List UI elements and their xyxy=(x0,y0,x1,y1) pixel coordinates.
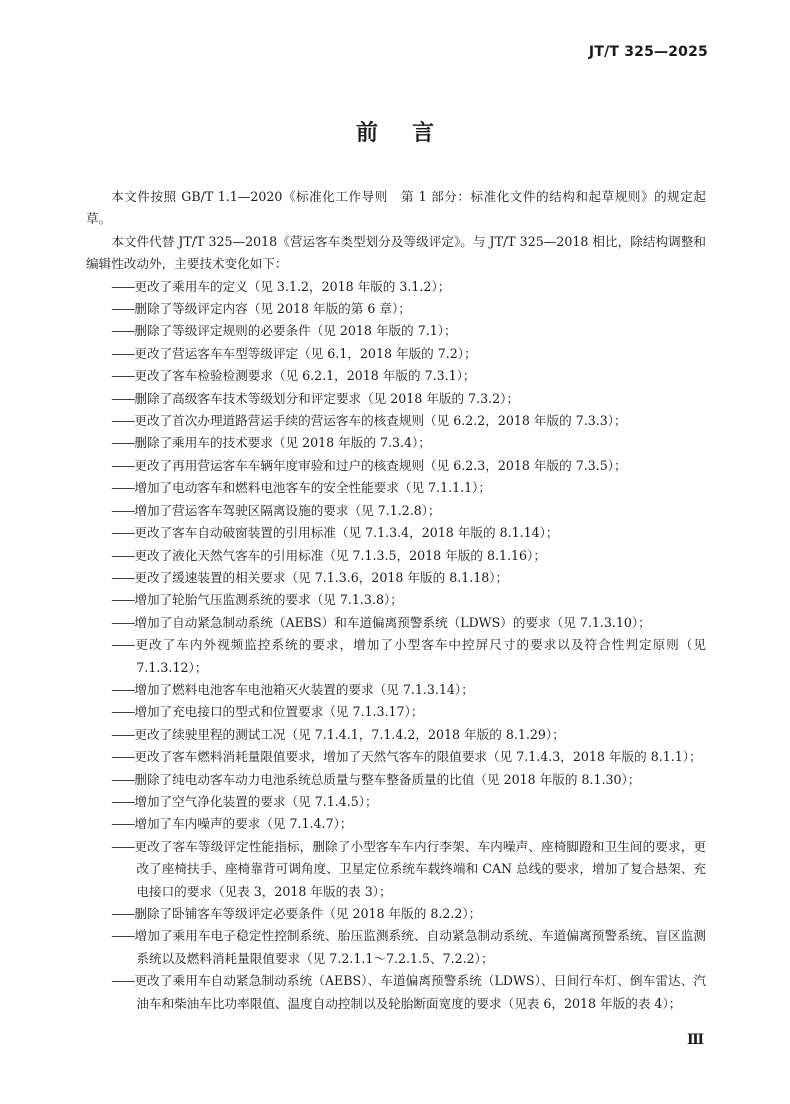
list-dash: —— xyxy=(111,502,135,518)
change-item xyxy=(86,522,706,544)
change-item xyxy=(86,365,706,387)
change-item-text: 更改了缓速装置的相关要求（见 7.1.3.6，2018 年版的 8.1.18）； xyxy=(134,569,509,585)
list-dash: —— xyxy=(111,614,135,630)
change-item xyxy=(86,746,706,768)
list-dash: —— xyxy=(111,368,135,384)
change-item-text: 更改了车内外视频监控系统的要求，增加了小型客车中控屏尺寸的要求以及符合性判定原则（见 7.1.3.12）； xyxy=(134,637,706,675)
change-item-text: 增加了充电接口的型式和位置要求（见 7.1.3.17）； xyxy=(134,704,424,720)
change-item-text: 更改了液化天然气客车的引用标准（见 7.1.3.5，2018 年版的 8.1.16）； xyxy=(134,547,546,563)
list-dash: —— xyxy=(111,637,135,653)
change-item-text: 增加了乘用车电子稳定性控制系统、胎压监测系统、自动紧急制动系统、车道偏离预警系统、盲区监测系统以及燃料消耗量限值要求（见 7.2.1.1～7.2.1.5、7.2.2）； xyxy=(134,928,706,966)
change-item xyxy=(86,903,706,925)
change-item-text: 增加了营运客车驾驶区隔离设施的要求（见 7.1.2.8）； xyxy=(134,502,441,518)
change-item xyxy=(86,477,706,499)
list-dash: —— xyxy=(111,793,135,809)
change-item xyxy=(86,701,706,723)
change-item xyxy=(86,500,706,522)
change-item-text: 删除了乘用车的技术要求（见 2018 年版的 7.3.4）； xyxy=(134,435,431,451)
list-dash: —— xyxy=(111,906,135,921)
list-dash: —— xyxy=(111,278,135,294)
change-item-text: 更改了续驶里程的测试工况（见 7.1.4.1，7.1.4.2，2018 年版的 8.1.29）； xyxy=(134,726,565,742)
list-dash: —— xyxy=(111,345,135,361)
change-item-text: 增加了空气净化装置的要求（见 7.1.4.5）； xyxy=(134,793,378,809)
list-dash: —— xyxy=(111,726,135,742)
change-item-text: 删除了纯电动客车动力电池系统总质量与整车整备质量的比值（见 2018 年版的 8.1.30）； xyxy=(134,771,641,787)
change-item xyxy=(86,410,706,432)
list-dash: —— xyxy=(111,413,135,429)
page-title: 前言 xyxy=(355,121,468,146)
change-item xyxy=(86,679,706,701)
list-dash: —— xyxy=(111,323,135,339)
change-item-text: 更改了首次办理道路营运手续的营运客车的核查规则（见 6.2.2，2018 年版的 7.3.3）； xyxy=(134,413,627,429)
list-dash: —— xyxy=(111,435,135,451)
list-dash: —— xyxy=(111,704,135,720)
change-item xyxy=(86,791,706,813)
change-item xyxy=(86,769,706,791)
list-dash: —— xyxy=(111,547,135,563)
change-item-text: 删除了等级评定规则的必要条件（见 2018 年版的 7.1）； xyxy=(134,323,457,339)
change-item xyxy=(86,320,706,342)
change-item xyxy=(86,343,706,365)
change-item xyxy=(86,925,706,970)
change-item xyxy=(86,634,706,679)
list-dash: —— xyxy=(111,973,135,989)
change-item-text: 增加了电动客车和燃料电池客车的安全性能要求（见 7.1.1.1）； xyxy=(134,480,491,496)
change-item xyxy=(86,432,706,454)
change-item xyxy=(86,298,706,320)
list-dash: —— xyxy=(111,390,135,406)
change-item xyxy=(86,970,706,1015)
foreword-body xyxy=(86,186,706,1015)
change-item-text: 更改了客车自动破窗装置的引用标准（见 7.1.3.4，2018 年版的 8.1.14）； xyxy=(134,525,559,541)
change-item xyxy=(86,612,706,634)
list-dash: —— xyxy=(111,928,135,944)
change-item xyxy=(86,567,706,589)
list-dash: —— xyxy=(111,749,135,765)
change-item-text: 更改了再用营运客车车辆年度审验和过户的核查规则（见 6.2.3，2018 年版的 7.3.5）； xyxy=(134,457,627,473)
intro-paragraph-2: 本文件代替 JT/T 325—2018《营运客车类型划分及等级评定》。与 JT/T 325—2018 相比，除结构调整和编辑性改动外，主要技术变化如下： xyxy=(86,233,706,272)
standard-code: JT/T 325—2025 xyxy=(588,44,708,60)
list-dash: —— xyxy=(111,480,135,496)
list-dash: —— xyxy=(111,457,135,473)
change-item-text: 更改了乘用车的定义（见 3.1.2，2018 年版的 3.1.2）； xyxy=(134,278,451,294)
change-item-text: 更改了客车等级评定性能指标，删除了小型客车车内行李架、车内噪声、座椅脚蹬和卫生间的要求，更改了座椅扶手、座椅靠背可调角度、卫星定位系统车载终端和 CAN 总线的要求，增加了复合悬架、充电接口的要求（见表 3，2018 年版的表 3）； xyxy=(134,838,706,899)
change-item-text: 增加了自动紧急制动系统（AEBS）和车道偏离预警系统（LDWS）的要求（见 7.1.3.10）； xyxy=(134,614,651,630)
page-number: Ⅲ xyxy=(686,1032,704,1048)
change-item xyxy=(86,589,706,611)
change-item-text: 更改了客车燃料消耗量限值要求，增加了天然气客车的限值要求（见 7.1.4.3，2018 年版的 8.1.1）； xyxy=(134,749,702,765)
change-item xyxy=(86,388,706,410)
change-item-text: 更改了客车检验检测要求（见 6.2.1，2018 年版的 7.3.1）； xyxy=(134,368,476,384)
change-item-text: 更改了营运客车车型等级评定（见 6.1，2018 年版的 7.2）； xyxy=(134,345,477,361)
change-item-text: 增加了燃料电池客车电池箱灭火装置的要求（见 7.1.3.14）； xyxy=(134,681,474,697)
change-item xyxy=(86,836,706,903)
technical-changes-list xyxy=(86,276,706,1015)
list-dash: —— xyxy=(111,681,135,697)
list-dash: —— xyxy=(111,301,135,317)
list-dash: —— xyxy=(111,592,135,608)
change-item xyxy=(86,455,706,477)
change-item xyxy=(86,276,706,298)
list-dash: —— xyxy=(111,816,135,832)
change-item-text: 增加了轮胎气压监测系统的要求（见 7.1.3.8）； xyxy=(134,592,403,608)
change-item-text: 删除了卧铺客车等级评定必要条件（见 2018 年版的 8.2.2）； xyxy=(134,906,482,921)
list-dash: —— xyxy=(111,771,135,787)
list-dash: —— xyxy=(111,569,135,585)
list-dash: —— xyxy=(111,838,135,854)
change-item xyxy=(86,545,706,567)
change-item-text: 更改了乘用车自动紧急制动系统（AEBS）、车道偏离预警系统（LDWS）、日间行车灯、倒车雷达、汽油车和柴油车比功率限值、温度自动控制以及轮胎断面宽度的要求（见表 6，2018 年版的表 4）； xyxy=(134,973,706,1011)
intro-paragraph-1: 本文件按照 GB/T 1.1—2020《标准化工作导则 第 1 部分：标准化文件的结构和起草规则》的规定起草。 xyxy=(86,189,706,227)
change-item-text: 删除了高级客车技术等级划分和评定要求（见 2018 年版的 7.3.2）； xyxy=(134,390,520,406)
change-item-text: 删除了等级评定内容（见 2018 年版的第 6 章）； xyxy=(134,301,411,317)
change-item xyxy=(86,724,706,746)
change-item xyxy=(86,813,706,835)
change-item-text: 增加了车内噪声的要求（见 7.1.4.7）； xyxy=(134,816,353,832)
list-dash: —— xyxy=(111,525,135,541)
